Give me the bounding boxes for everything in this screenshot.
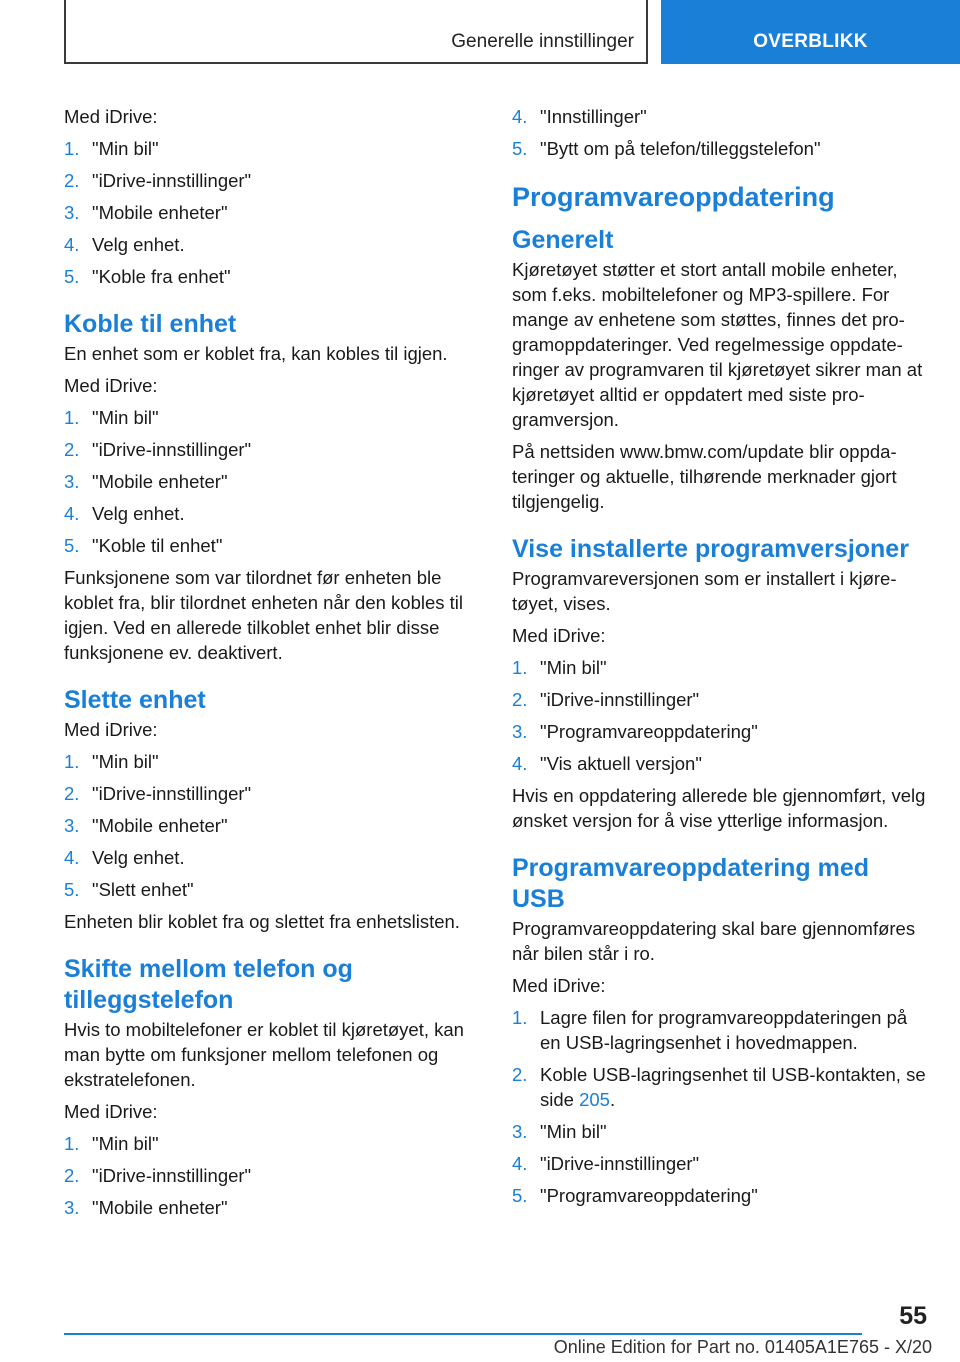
paragraph-generelt-2: På nettsiden www.bmw.com/update blir oppdateringer og aktuelle, tilhørende merknader gjort tilgjengelig.: [512, 441, 897, 512]
list-item: 5. "Koble fra enhet": [64, 266, 231, 287]
heading-skifte: Skifte mellom telefon og tilleggstelefon: [64, 955, 353, 1014]
header-tab-label: OVERBLIKK: [753, 31, 868, 52]
list-item: 4. Velg enhet.: [64, 847, 185, 868]
paragraph-vise: Programvareversjonen som er installert i kjøretøyet, vises.: [512, 568, 897, 614]
heading-usb: Programvareoppdatering med USB: [512, 854, 870, 913]
list-item: 5. "Programvareoppdatering": [512, 1185, 758, 1206]
list-item: 2. Koble USB-lagringsenhet til USB-kontakten, se side 205.: [512, 1064, 926, 1110]
list-item: 2. "iDrive-innstillinger": [64, 1165, 252, 1186]
med-idrive-r2: Med iDrive:: [512, 975, 606, 996]
paragraph-koble: En enhet som er koblet fra, kan kobles til igjen.: [64, 343, 448, 364]
heading-programvareoppdatering: Programvareoppdatering: [512, 182, 835, 212]
steps-connect: [64, 405, 478, 558]
header-section-title: Generelle innstillinger: [451, 31, 634, 52]
paragraph-funksjoner: Funksjonene som var tilordnet før enheten ble koblet fra, blir tilordnet enheten når den kobles til igjen. Ved en allerede tilkoblet enhet blir disse funksjonene ev. deaktivert.: [64, 567, 464, 663]
right-column: [512, 104, 926, 1215]
med-idrive-1: Med iDrive:: [64, 375, 158, 396]
steps-switch-continued: [512, 104, 926, 161]
footer-edition: Online Edition for Part no. 01405A1E765 - X/20: [553, 1337, 932, 1357]
list-item: 4. "Innstillinger": [512, 106, 647, 127]
page-number: 55: [899, 1302, 927, 1330]
steps-delete: [64, 749, 478, 902]
list-item: 2. "iDrive-innstillinger": [64, 783, 252, 804]
list-item: 4. "iDrive-innstillinger": [512, 1153, 700, 1174]
med-idrive-3: Med iDrive:: [64, 1101, 158, 1122]
left-column: [64, 104, 478, 1227]
steps-show-version: [512, 655, 926, 776]
heading-slette-enhet: Slette enhet: [64, 686, 206, 714]
footer-divider: [64, 1333, 862, 1335]
list-item: 3. "Mobile enheter": [64, 1197, 228, 1218]
paragraph-usb: Programvareoppdatering skal bare gjennomføres når bilen står i ro.: [512, 918, 916, 964]
page-link-205[interactable]: 205: [579, 1089, 610, 1110]
paragraph-generelt-1: Kjøretøyet støtter et stort antall mobile enheter, som f.eks. mobiltelefoner og MP3-spillere. For mange av enhetene som støttes, finnes det programoppdateringer. Ved regelmessige oppdateringer av programvaren til kjøretøyet sikrer man at kjøretøyet alltid er oppdatert med siste programversjon.: [512, 259, 923, 430]
paragraph-slett: Enheten blir koblet fra og slettet fra enhetslisten.: [64, 911, 460, 932]
list-item: 4. Velg enhet.: [64, 503, 185, 524]
list-item: 3. "Programvareoppdatering": [512, 721, 758, 742]
steps-disconnect: [64, 136, 478, 289]
paragraph-hvis: Hvis en oppdatering allerede ble gjennomført, velg ønsket versjon for å vise ytterlige informasjon.: [512, 785, 926, 831]
steps-usb-update: [512, 1005, 926, 1208]
list-item: 1. "Min bil": [64, 1133, 159, 1154]
list-item: 3. "Min bil": [512, 1121, 607, 1142]
heading-vise-versjoner: Vise installerte programversjoner: [512, 535, 909, 563]
list-item: 1. Lagre filen for programvareoppdateringen på en USB-lagringsenhet i hovedmappen.: [512, 1007, 908, 1053]
list-item: 1. "Min bil": [512, 657, 607, 678]
list-item: 3. "Mobile enheter": [64, 202, 228, 223]
list-item: 3. "Mobile enheter": [64, 815, 228, 836]
list-item: 5. "Bytt om på telefon/tilleggstelefon": [512, 138, 821, 159]
list-item: 3. "Mobile enheter": [64, 471, 228, 492]
list-item: 2. "iDrive-innstillinger": [64, 170, 252, 191]
med-idrive-2: Med iDrive:: [64, 719, 158, 740]
intro-text: Med iDrive:: [64, 106, 158, 127]
list-item: 4. "Vis aktuell versjon": [512, 753, 702, 774]
list-item: 1. "Min bil": [64, 138, 159, 159]
list-item: 5. "Slett enhet": [64, 879, 194, 900]
paragraph-skifte: Hvis to mobiltelefoner er koblet til kjøretøyet, kan man bytte om funksjoner mellom telefonen og ekstratelefonen.: [64, 1019, 464, 1090]
list-item: 5. "Koble til enhet": [64, 535, 223, 556]
header-tab[interactable]: [661, 0, 960, 64]
steps-switch: [64, 1131, 478, 1220]
heading-generelt: Generelt: [512, 226, 614, 254]
list-item: 2. "iDrive-innstillinger": [64, 439, 252, 460]
heading-koble-til-enhet: Koble til enhet: [64, 310, 237, 338]
list-item: 1. "Min bil": [64, 407, 159, 428]
list-item: 2. "iDrive-innstillinger": [512, 689, 700, 710]
list-item: 1. "Min bil": [64, 751, 159, 772]
header-section-box: [64, 0, 648, 64]
list-item: 4. Velg enhet.: [64, 234, 185, 255]
med-idrive-r1: Med iDrive:: [512, 625, 606, 646]
